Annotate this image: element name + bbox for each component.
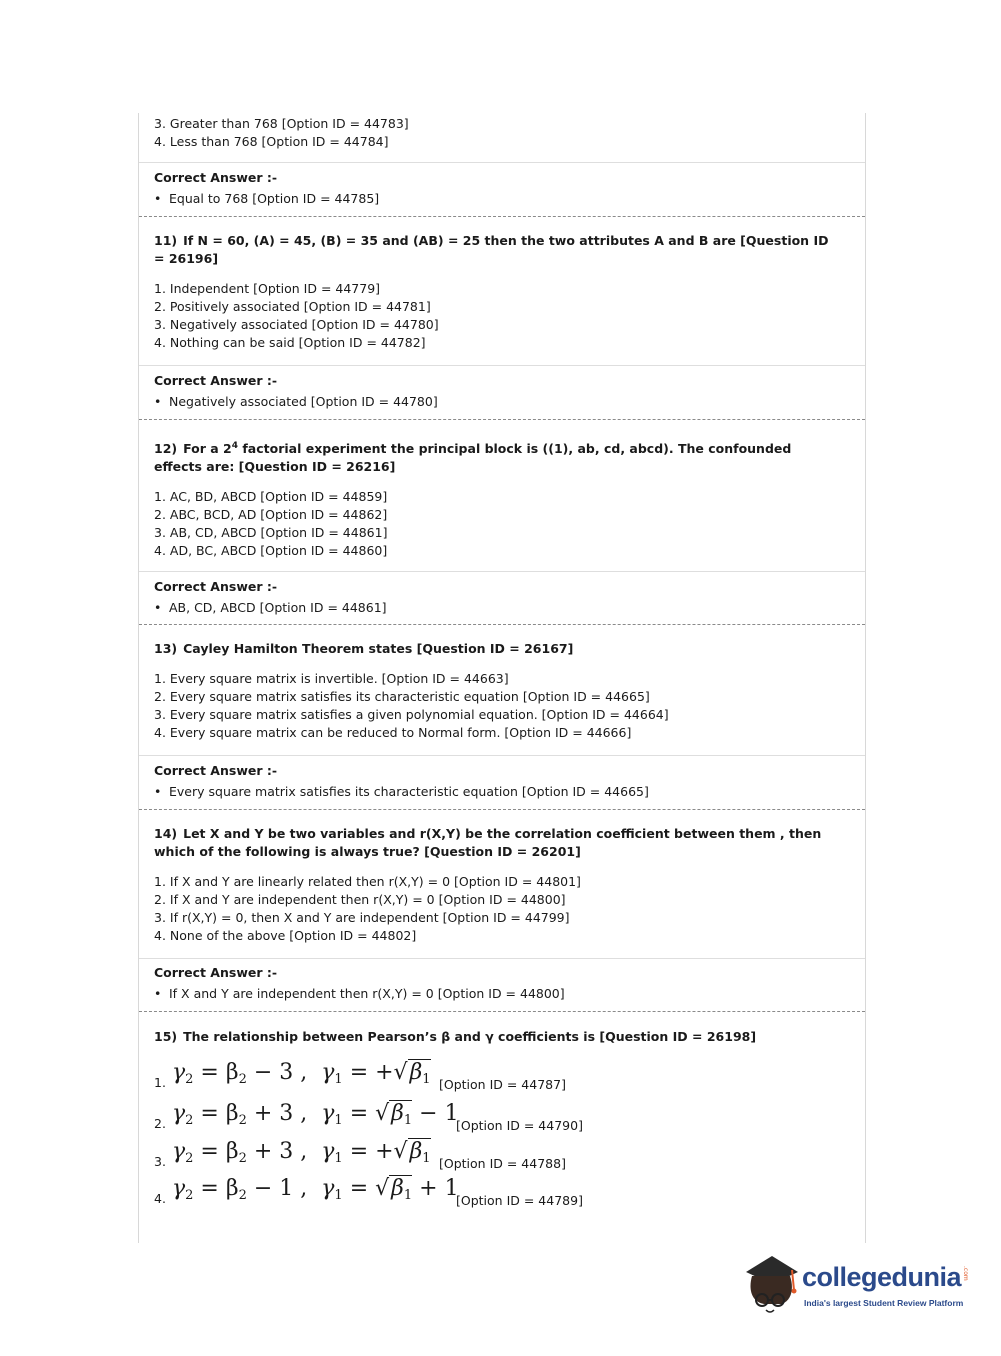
- page-frame: [138, 113, 866, 1243]
- option-3: 3. AB, CD, ABCD [Option ID = 44861]: [154, 525, 388, 541]
- option-2: 2. If X and Y are independent then r(X,Y) = 0 [Option ID = 44800]: [154, 892, 566, 907]
- question-11: [139, 232, 865, 352]
- question-13: [139, 640, 865, 742]
- option-4: 4. Less than 768 [Option ID = 44784]: [154, 134, 389, 149]
- option-2: 2. Every square matrix satisfies its characteristic equation [Option ID = 44665]: [154, 689, 650, 704]
- collegedunia-logo[interactable]: [742, 1250, 972, 1320]
- logo-domain: .com: [962, 1266, 969, 1281]
- option-list: [154, 670, 865, 742]
- question-text: 12) For a $2^4$ factorial experiment the principal block is ((1), ab, cd, abcd). The confounded effects are: [Question ID = 26216]: [154, 441, 792, 475]
- logo-tagline: India's largest Student Review Platform: [804, 1298, 964, 1308]
- option-list: [154, 873, 865, 945]
- option-2: 2. Positively associated [Option ID = 44781]: [154, 299, 431, 314]
- formula-option-4: 4. $\gamma_2 = \beta_2 - 1$ , $\gamma_1 = √\beta_1 + 1$ [Option ID = 44789]: [154, 1174, 594, 1208]
- question-15: [139, 1028, 865, 1046]
- correct-answer: • Negatively associated [Option ID = 44780]: [154, 394, 438, 409]
- divider: [139, 958, 865, 959]
- divider: [139, 755, 865, 756]
- q10-answer: [139, 169, 865, 208]
- option-id: [Option ID = 44789]: [456, 1193, 583, 1208]
- option-list: [154, 488, 865, 560]
- option-4: 4. Every square matrix can be reduced to Normal form. [Option ID = 44666]: [154, 725, 632, 740]
- q12-answer: [139, 578, 865, 617]
- logo-wordmark: collegedunia: [802, 1262, 962, 1292]
- question-text: 14) Let X and Y be two variables and r(X,Y) be the correlation coefficient between them , then which of the following is always true? [Question ID = 26201]: [154, 826, 822, 859]
- question-separator: [139, 624, 865, 625]
- option-id: [Option ID = 44787]: [439, 1077, 566, 1092]
- option-list: [154, 280, 865, 352]
- divider: [139, 365, 865, 366]
- option-3: 3. Greater than 768 [Option ID = 44783]: [154, 116, 409, 131]
- option-3: 3. Negatively associated [Option ID = 44780]: [154, 317, 439, 332]
- option-id: [Option ID = 44788]: [439, 1156, 566, 1171]
- option-1: 1. AC, BD, ABCD [Option ID = 44859]: [154, 489, 388, 505]
- option-2: 2. ABC, BCD, AD [Option ID = 44862]: [154, 507, 388, 523]
- correct-answer: • Equal to 768 [Option ID = 44785]: [154, 191, 380, 206]
- question-separator: [139, 1011, 865, 1012]
- formula: $\gamma_2 = \beta_2 - 1$ , $\gamma_1 = √\beta_1 + 1$: [172, 1176, 459, 1203]
- q11-answer: [139, 372, 865, 411]
- question-separator: [139, 216, 865, 217]
- question-separator: [139, 809, 865, 810]
- option-3: 3. If r(X,Y) = 0, then X and Y are independent [Option ID = 44799]: [154, 910, 570, 925]
- option-4: 4. None of the above [Option ID = 44802]: [154, 928, 417, 943]
- divider: [139, 162, 865, 163]
- correct-answer-title: Correct Answer :-: [154, 373, 278, 388]
- option-4: 4. AD, BC, ABCD [Option ID = 44860]: [154, 543, 388, 559]
- formula-option-1: 1. $\gamma_2 = \beta_2 - 3$ , $\gamma_1 = +√\beta_1$ [Option ID = 44787]: [154, 1058, 584, 1092]
- correct-answer-title: Correct Answer :-: [154, 170, 278, 185]
- question-12: [139, 437, 865, 560]
- option-1: 1. If X and Y are linearly related then r(X,Y) = 0 [Option ID = 44801]: [154, 874, 581, 889]
- q14-answer: [139, 964, 865, 1003]
- option-3: 3. Every square matrix satisfies a given polynomial equation. [Option ID = 44664]: [154, 707, 669, 722]
- question-text: 15) The relationship between Pearson’s β and γ coefficients is [Question ID = 26198]: [154, 1029, 757, 1044]
- question-text: 11) If N = 60, (A) = 45, (B) = 35 and (AB) = 25 then the two attributes A and B are [Question ID = 26196]: [154, 233, 829, 266]
- option-id: [Option ID = 44790]: [456, 1118, 583, 1133]
- question-text: 13) Cayley Hamilton Theorem states [Question ID = 26167]: [154, 641, 574, 656]
- option-1: 1. Independent [Option ID = 44779]: [154, 281, 381, 296]
- correct-answer-title: Correct Answer :-: [154, 579, 278, 594]
- correct-answer: • AB, CD, ABCD [Option ID = 44861]: [154, 600, 387, 615]
- mascot-icon: [742, 1250, 800, 1318]
- formula: $\gamma_2 = \beta_2 + 3$ , $\gamma_1 = +√\beta_1$: [172, 1139, 431, 1166]
- correct-answer: • Every square matrix satisfies its characteristic equation [Option ID = 44665]: [154, 784, 649, 799]
- correct-answer: • If X and Y are independent then r(X,Y) = 0 [Option ID = 44800]: [154, 986, 565, 1001]
- correct-answer-title: Correct Answer :-: [154, 763, 278, 778]
- correct-answer-title: Correct Answer :-: [154, 965, 278, 980]
- formula: $\gamma_2 = \beta_2 + 3$ , $\gamma_1 = √\beta_1 - 1$: [172, 1101, 459, 1128]
- formula-option-2: 2. $\gamma_2 = \beta_2 + 3$ , $\gamma_1 = √\beta_1 - 1$ [Option ID = 44790]: [154, 1099, 594, 1133]
- option-4: 4. Nothing can be said [Option ID = 44782]: [154, 335, 426, 350]
- q13-answer: [139, 762, 865, 801]
- q10-options: [139, 115, 865, 151]
- divider: [139, 571, 865, 572]
- question-separator: [139, 419, 865, 420]
- formula-option-3: 3. $\gamma_2 = \beta_2 + 3$ , $\gamma_1 = +√\beta_1$ [Option ID = 44788]: [154, 1137, 584, 1171]
- option-1: 1. Every square matrix is invertible. [Option ID = 44663]: [154, 671, 509, 686]
- formula: $\gamma_2 = \beta_2 - 3$ , $\gamma_1 = +√\beta_1$: [172, 1060, 431, 1087]
- question-14: [139, 825, 865, 945]
